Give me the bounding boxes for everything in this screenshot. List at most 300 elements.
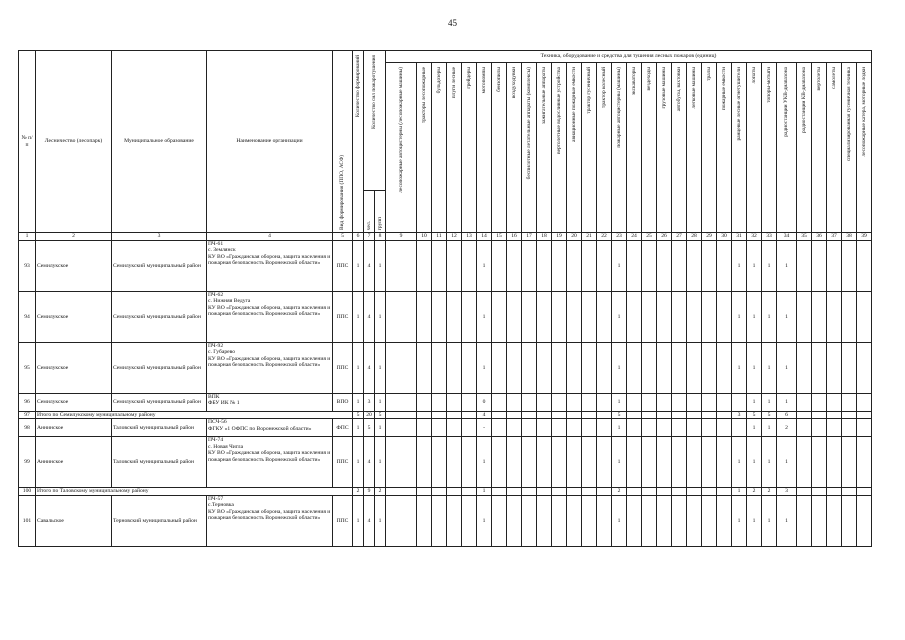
column-number: 34 (777, 233, 797, 241)
equipment-cell (507, 343, 522, 394)
row-number: 101 (19, 495, 36, 546)
equipment-cell (627, 343, 642, 394)
column-number: 18 (537, 233, 552, 241)
header-equipment-col-27: автобусы, вахтовки (672, 63, 687, 233)
header-equipment-col-13: грейдеры (462, 63, 477, 233)
equipment-cell (702, 241, 717, 292)
column-number: 28 (687, 233, 702, 241)
equipment-cell: 5 (747, 412, 762, 419)
equipment-cell (627, 292, 642, 343)
equipment-cell (597, 488, 612, 495)
column-number: 2 (36, 233, 112, 241)
equipment-cell (842, 394, 857, 412)
equipment-cell (842, 437, 857, 488)
column-number: 6 (353, 233, 364, 241)
equipment-cell (537, 495, 552, 546)
equipment-cell (507, 394, 522, 412)
equipment-cell (827, 488, 842, 495)
equipment-cell: 1 (747, 437, 762, 488)
column-number: 22 (597, 233, 612, 241)
equipment-cell (417, 241, 432, 292)
equipment-cell: 1 (747, 241, 762, 292)
header-equipment-col-16: воздуходувки (507, 63, 522, 233)
equipment-cell (642, 437, 657, 488)
header-equipment-col-23: пожарные автоцистерны (машины) (612, 63, 627, 233)
equipment-cell: 3 (732, 412, 747, 419)
organization-cell (207, 343, 333, 394)
equipment-cell (522, 241, 537, 292)
column-number: 33 (762, 233, 777, 241)
organization-line: КУ ВО «Гражданская оборона, защита населения и пожарная безопасность Воронежской области» (208, 355, 331, 369)
header-equipment-col-21: трактор гусеничный (582, 63, 597, 233)
column-number: 35 (797, 233, 812, 241)
formation-type-cell: ППС (333, 292, 353, 343)
equipment-cell (567, 488, 582, 495)
column-number: 4 (207, 233, 333, 241)
equipment-cell (582, 394, 597, 412)
equipment-cell: 1 (777, 343, 797, 394)
equipment-cell (417, 343, 432, 394)
equipment-cell (812, 437, 827, 488)
equipment-cell (672, 394, 687, 412)
equipment-cell (417, 495, 432, 546)
forestry-cell: Семилукское (36, 292, 112, 343)
organization-cell (207, 437, 333, 488)
column-number: 23 (612, 233, 627, 241)
organization-line: ПСЧ-56 (208, 419, 227, 426)
equipment-cell (717, 343, 732, 394)
equipment-cell (522, 343, 537, 394)
equipment-cell (417, 419, 432, 437)
formation-count-cell: 1 (353, 394, 364, 412)
equipment-cell: 1 (762, 343, 777, 394)
equipment-cell (687, 412, 702, 419)
organization-line: КУ ВО «Гражданская оборона, защита населения и пожарная безопасность Воронежской области» (208, 304, 331, 318)
column-number: 31 (732, 233, 747, 241)
municipality-cell: Семилукский муниципальный район (112, 394, 207, 412)
equipment-cell (447, 292, 462, 343)
equipment-cell (702, 495, 717, 546)
equipment-cell (627, 241, 642, 292)
equipment-cell (507, 419, 522, 437)
equipment-cell (507, 292, 522, 343)
equipment-cell (417, 394, 432, 412)
equipment-cell (567, 419, 582, 437)
equipment-cell (432, 495, 447, 546)
equipment-cell (522, 419, 537, 437)
header-equipment-col-32: лопаты (747, 63, 762, 233)
equipment-cell (717, 419, 732, 437)
equipment-cell (857, 412, 872, 419)
equipment-cell (857, 394, 872, 412)
equipment-cell (582, 419, 597, 437)
organization-line: КУ ВО «Гражданская оборона, защита населения и пожарная безопасность Воронежской области» (208, 508, 331, 522)
equipment-cell (567, 241, 582, 292)
header-equipment-col-17: беспилотные летательные аппараты (комплексы) (522, 63, 537, 233)
equipment-cell (417, 437, 432, 488)
equipment-cell (857, 292, 872, 343)
equipment-cell: 1 (747, 292, 762, 343)
equipment-cell (657, 419, 672, 437)
column-number: 17 (522, 233, 537, 241)
equipment-cell (567, 437, 582, 488)
equipment-cell (507, 437, 522, 488)
equipment-cell (702, 488, 717, 495)
organization-cell (207, 419, 333, 437)
equipment-cell (432, 437, 447, 488)
persons-cell: 4 (364, 437, 375, 488)
equipment-cell: 1 (762, 292, 777, 343)
header-equipment-col-37: самолеты (827, 63, 842, 233)
header-equipment-col-20: авиационные пожарные емкости (567, 63, 582, 233)
equipment-cell (386, 343, 417, 394)
equipment-cell (492, 241, 507, 292)
equipment-cell: 5 (762, 412, 777, 419)
equipment-cell (842, 419, 857, 437)
equipment-cell (857, 343, 872, 394)
equipment-cell (447, 241, 462, 292)
column-number: 19 (552, 233, 567, 241)
header-equipment-col-35: радиостанции КВ-диапазона (797, 63, 812, 233)
equipment-cell: 1 (612, 292, 627, 343)
column-number: 13 (462, 233, 477, 241)
equipment-cell (827, 241, 842, 292)
equipment-cell (597, 394, 612, 412)
formation-type-cell: ВПО (333, 394, 353, 412)
equipment-cell: 2 (747, 488, 762, 495)
column-number: 38 (842, 233, 857, 241)
header-equipment-col-22: трактор колесный (597, 63, 612, 233)
organization-line: с. Губарево (208, 349, 236, 356)
header-groups: групп (375, 191, 386, 233)
table-row (19, 495, 872, 546)
equipment-cell: 1 (762, 394, 777, 412)
equipment-cell (432, 292, 447, 343)
formation-count-cell: 5 (353, 412, 364, 419)
equipment-cell (657, 412, 672, 419)
header-equipment-col-28: легковые машины (687, 63, 702, 233)
equipment-cell (827, 292, 842, 343)
equipment-cell (717, 292, 732, 343)
organization-line: ФБУ ИК № 1 (208, 400, 240, 407)
equipment-cell (507, 241, 522, 292)
equipment-cell (492, 292, 507, 343)
equipment-cell (642, 412, 657, 419)
table-row (19, 292, 872, 343)
equipment-cell (687, 419, 702, 437)
row-number: 94 (19, 292, 36, 343)
equipment-cell (522, 495, 537, 546)
organization-line: ВПК (208, 394, 220, 400)
equipment-cell (732, 419, 747, 437)
forestry-cell: Аннинское (36, 419, 112, 437)
equipment-cell (447, 394, 462, 412)
equipment-cell: 1 (732, 292, 747, 343)
equipment-cell: 1 (732, 343, 747, 394)
equipment-cell: 1 (732, 488, 747, 495)
equipment-cell (657, 488, 672, 495)
column-number: 37 (827, 233, 842, 241)
header-equipment-col-31: ранцевые лесные огнетушители (732, 63, 747, 233)
equipment-cell: 1 (477, 495, 492, 546)
equipment-cell (552, 241, 567, 292)
equipment-cell (717, 412, 732, 419)
equipment-cell (507, 488, 522, 495)
organization-line: ПЧ-92 (208, 343, 224, 349)
equipment-cell (827, 437, 842, 488)
equipment-cell (642, 419, 657, 437)
equipment-cell (657, 394, 672, 412)
equipment-cell (627, 394, 642, 412)
equipment-cell (417, 488, 432, 495)
equipment-cell (447, 437, 462, 488)
equipment-cell (797, 419, 812, 437)
groups-cell: 1 (375, 343, 386, 394)
table-row (19, 394, 872, 412)
organization-line: ПЧ-74 (208, 437, 224, 444)
equipment-cell (492, 495, 507, 546)
equipment-cell: 1 (747, 419, 762, 437)
header-equipment-col-30: пожарные емкости (717, 63, 732, 233)
equipment-cell (687, 495, 702, 546)
equipment-cell: 1 (732, 495, 747, 546)
forestry-cell: Аннинское (36, 437, 112, 488)
equipment-cell (522, 394, 537, 412)
column-number: 14 (477, 233, 492, 241)
equipment-cell: 1 (612, 419, 627, 437)
equipment-cell (537, 488, 552, 495)
column-number: 24 (627, 233, 642, 241)
equipment-cell (597, 292, 612, 343)
equipment-cell (672, 412, 687, 419)
equipment-cell (462, 241, 477, 292)
equipment-cell (717, 437, 732, 488)
municipality-cell: Таловский муниципальный район (112, 437, 207, 488)
equipment-cell (797, 412, 812, 419)
equipment-cell: 2 (612, 488, 627, 495)
persons-cell: 5 (364, 419, 375, 437)
equipment-cell (386, 394, 417, 412)
equipment-cell (857, 241, 872, 292)
equipment-cell (567, 292, 582, 343)
equipment-cell (827, 419, 842, 437)
equipment-cell (657, 292, 672, 343)
formation-count-cell: 2 (353, 488, 364, 495)
equipment-cell (812, 241, 827, 292)
groups-cell: 1 (375, 292, 386, 343)
equipment-cell (827, 343, 842, 394)
equipment-cell (812, 394, 827, 412)
equipment-cell (462, 394, 477, 412)
table-row (19, 343, 872, 394)
equipment-cell (687, 488, 702, 495)
header-equipment-col-14: мотопомпы (477, 63, 492, 233)
equipment-cell (537, 241, 552, 292)
header-firefighter-count: Количество сил пожаротушения (364, 51, 386, 191)
equipment-cell (567, 394, 582, 412)
equipment-cell (492, 437, 507, 488)
equipment-cell (432, 394, 447, 412)
equipment-cell (827, 495, 842, 546)
equipment-cell (657, 495, 672, 546)
equipment-cell (492, 394, 507, 412)
equipment-cell (687, 437, 702, 488)
header-equipment-col-18: зажигательные аппараты (537, 63, 552, 233)
equipment-cell (687, 394, 702, 412)
equipment-cell (537, 419, 552, 437)
equipment-cell (462, 437, 477, 488)
column-number: 32 (747, 233, 762, 241)
equipment-cell (582, 488, 597, 495)
equipment-cell (462, 495, 477, 546)
equipment-cell (672, 488, 687, 495)
header-equipment-col-33: топоры-мотыги (762, 63, 777, 233)
equipment-cell (537, 343, 552, 394)
equipment-cell (717, 495, 732, 546)
persons-cell: 4 (364, 343, 375, 394)
organization-line: с.Терновка (208, 502, 234, 509)
header-equipment-col-25: вездеходы (642, 63, 657, 233)
table-row (19, 419, 872, 437)
equipment-cell (702, 437, 717, 488)
equipment-cell (672, 437, 687, 488)
header-equipment-col-34: радиостанции УКВ-диапазона (777, 63, 797, 233)
header-equipment-col-12: плуги лесные (447, 63, 462, 233)
equipment-cell (447, 488, 462, 495)
organization-line: ПЧ-57 (208, 495, 224, 502)
column-number: 21 (582, 233, 597, 241)
header-equipment-col-36: вертолеты (812, 63, 827, 233)
column-number: 12 (447, 233, 462, 241)
equipment-cell (582, 437, 597, 488)
equipment-cell (447, 419, 462, 437)
equipment-cell (386, 437, 417, 488)
municipality-cell: Семилукский муниципальный район (112, 343, 207, 394)
formation-type-cell: ППС (333, 241, 353, 292)
equipment-cell: 1 (477, 241, 492, 292)
equipment-cell (582, 292, 597, 343)
equipment-cell (857, 488, 872, 495)
equipment-cell: 1 (732, 437, 747, 488)
equipment-cell (687, 292, 702, 343)
municipality-cell: Терновский муниципальный район (112, 495, 207, 546)
groups-cell: 1 (375, 241, 386, 292)
formation-type-cell: ППС (333, 495, 353, 546)
equipment-cell (857, 419, 872, 437)
equipment-cell (657, 437, 672, 488)
equipment-cell (687, 241, 702, 292)
groups-cell: 1 (375, 394, 386, 412)
equipment-cell: 1 (612, 241, 627, 292)
row-number: 98 (19, 419, 36, 437)
equipment-cell: 3 (777, 488, 797, 495)
equipment-cell: 5 (612, 412, 627, 419)
formation-type-cell: ППС (333, 437, 353, 488)
equipment-cell (386, 292, 417, 343)
equipment-cell: 1 (477, 437, 492, 488)
equipment-cell (842, 241, 857, 292)
organization-cell (207, 292, 333, 343)
organization-cell (207, 241, 333, 292)
header-equipment-col-38: специализированная гусеничная техника (842, 63, 857, 233)
equipment-cell: 1 (777, 437, 797, 488)
equipment-cell (827, 412, 842, 419)
column-number: 1 (19, 233, 36, 241)
equipment-cell: 1 (777, 241, 797, 292)
header-municipality: Муниципальное образование (112, 51, 207, 233)
header-equipment-col-15: бензопилы (492, 63, 507, 233)
equipment-cell (842, 495, 857, 546)
equipment-cell (492, 488, 507, 495)
column-number: 29 (702, 233, 717, 241)
equipment-cell (492, 412, 507, 419)
equipment-cell (812, 292, 827, 343)
equipment-cell (462, 343, 477, 394)
equipment-cell (627, 419, 642, 437)
groups-cell: 2 (375, 488, 386, 495)
equipment-cell (492, 343, 507, 394)
equipment-cell: 1 (762, 437, 777, 488)
organization-line: КУ ВО «Гражданская оборона, защита населения и пожарная безопасность Воронежской области» (208, 450, 331, 463)
equipment-cell (492, 419, 507, 437)
equipment-cell (386, 412, 417, 419)
header-formation-count: Количество формирований (353, 51, 364, 233)
row-number: 97 (19, 412, 36, 419)
groups-cell: 1 (375, 437, 386, 488)
equipment-cell (672, 495, 687, 546)
equipment-cell (672, 292, 687, 343)
header-no: № п/п (19, 51, 36, 233)
equipment-cell (522, 292, 537, 343)
equipment-cell (432, 488, 447, 495)
equipment-cell (386, 419, 417, 437)
header-equipment-col-24: экскаваторы (627, 63, 642, 233)
equipment-cell (597, 241, 612, 292)
total-row (19, 488, 872, 495)
header-equipment-col-39: лесопожарные катера, моторные лодки (857, 63, 872, 233)
equipment-cell: 1 (612, 394, 627, 412)
equipment-cell (522, 412, 537, 419)
equipment-cell: - (477, 419, 492, 437)
column-number: 26 (657, 233, 672, 241)
organization-cell (207, 495, 333, 546)
equipment-cell (672, 241, 687, 292)
equipment-cell (597, 419, 612, 437)
equipment-cell (417, 292, 432, 343)
equipment-cell: 1 (762, 241, 777, 292)
organization-line: с. Новая Чигла (208, 443, 244, 450)
header-org-name: Наименование организации (207, 51, 333, 233)
persons-cell: 4 (364, 495, 375, 546)
column-number: 5 (333, 233, 353, 241)
equipment-cell (702, 419, 717, 437)
equipment-cell (732, 394, 747, 412)
equipment-cell: 1 (477, 488, 492, 495)
equipment-cell (582, 495, 597, 546)
equipment-cell (432, 412, 447, 419)
equipment-cell: 1 (777, 495, 797, 546)
equipment-cell: 1 (762, 495, 777, 546)
formation-count-cell: 1 (353, 343, 364, 394)
formation-count-cell: 1 (353, 419, 364, 437)
equipment-cell (812, 412, 827, 419)
equipment-cell (552, 437, 567, 488)
page-number: 45 (448, 18, 457, 28)
equipment-cell (642, 292, 657, 343)
table-row (19, 437, 872, 488)
row-number: 95 (19, 343, 36, 394)
persons-cell: 3 (364, 394, 375, 412)
